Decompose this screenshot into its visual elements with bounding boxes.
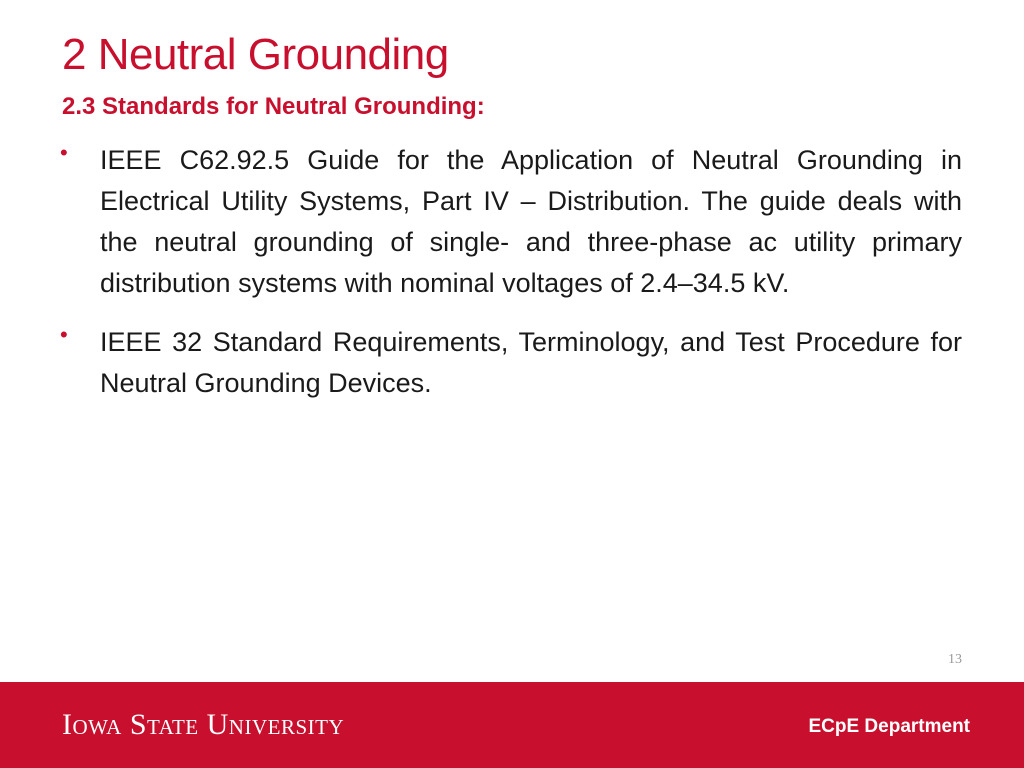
university-logo: Iowa State University: [62, 708, 345, 741]
department-label: ECpE Department: [808, 716, 970, 737]
slide-title: 2 Neutral Grounding: [62, 30, 449, 79]
bullet-text: IEEE C62.92.5 Guide for the Application of Neutral Grounding in Electrical Utility Systems, Part IV – Distribution. The guide deals with the neutral grounding of single- and three-phase ac utility primary distribution systems with nominal voltages of 2.4–34.5 kV.: [100, 145, 962, 298]
slide-number: 13: [948, 652, 962, 667]
section-heading: 2.3 Standards for Neutral Grounding:: [62, 93, 485, 120]
bullet-list: [60, 140, 962, 422]
footer-bar: [0, 682, 1024, 768]
bullet-marker: •: [60, 322, 68, 347]
bullet-item: [60, 140, 962, 304]
bullet-item: [60, 322, 962, 404]
bullet-marker: •: [60, 140, 68, 165]
bullet-text: IEEE 32 Standard Requirements, Terminology, and Test Procedure for Neutral Grounding Devices.: [100, 327, 962, 398]
